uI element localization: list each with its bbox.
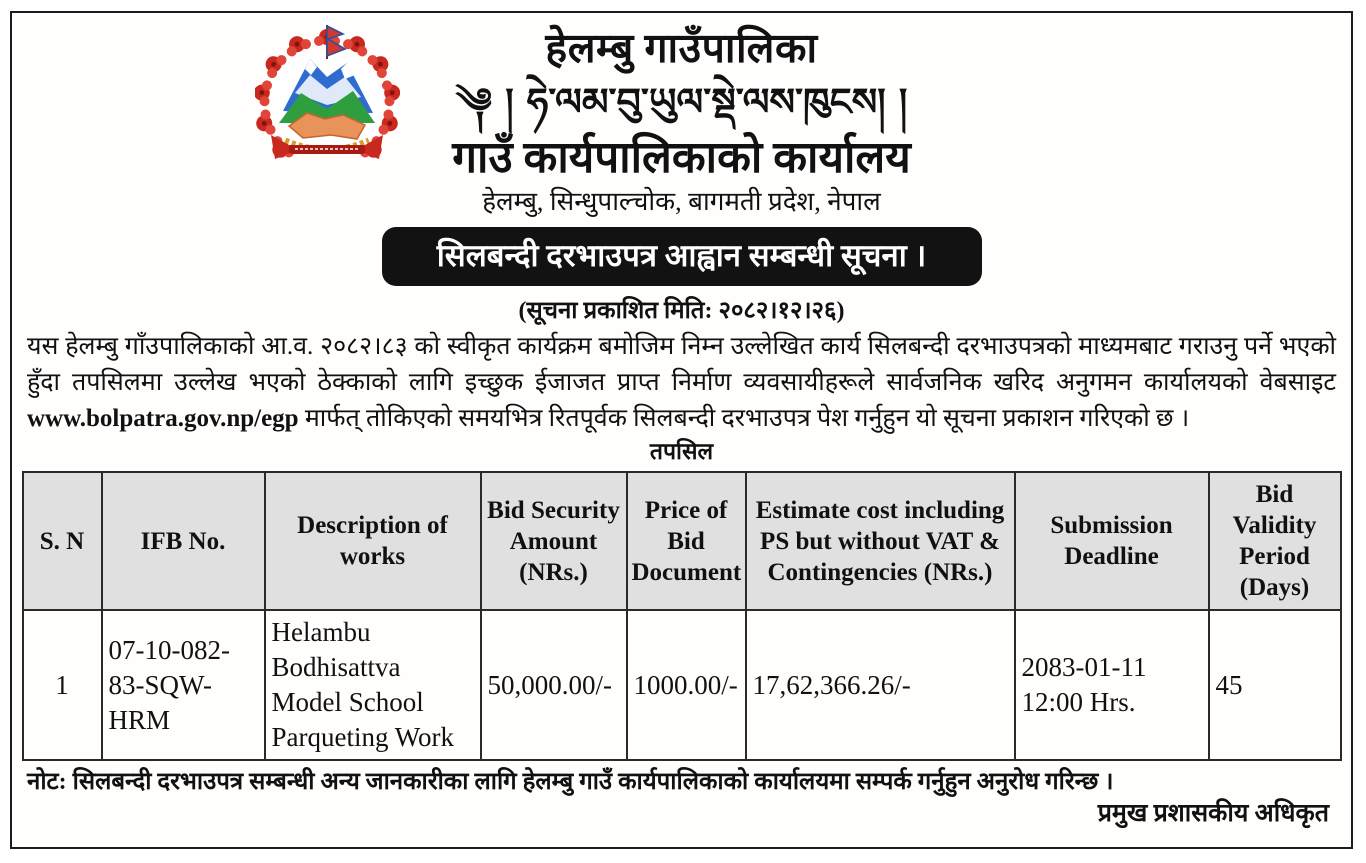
letterhead [12,13,1351,327]
col-header-submission-deadline: Submission Deadline [1015,472,1209,610]
office-address: हेलम्बु, सिन्धुपाल्चोक, बागमती प्रदेश, नेपाल [482,187,881,216]
tapasil-label: तपसिल [649,439,714,464]
signatory-title: प्रमुख प्रशासकीय अधिकृत [1097,800,1329,827]
col-header-sn: S. N [23,472,102,610]
notice-body-paragraph [12,327,1351,437]
nepal-emblem-icon [255,23,400,178]
municipality-name: हेलम्बु गाउँपालिका [545,25,818,71]
cell-ifb-no: 07-10-082-83-SQW-HRM [102,610,265,760]
cell-sn: 1 [23,610,102,760]
municipality-emblem [255,23,400,178]
table-header-row [23,472,1341,610]
cell-description: Helambu Bodhisattva Model School Parqueting Work [265,610,481,760]
cell-bid-security: 50,000.00/- [481,610,627,760]
paragraph-text-after-url: मार्फत् तोकिएको समयभित्र रितपूर्वक सिलबन्दी दरभाउपत्र पेश गर्नुहुन यो सूचना प्रकाशन गरिएको छ । [298,405,1190,432]
notice-page [10,11,1353,849]
tender-table [22,471,1342,761]
col-header-description: Description of works [265,472,481,610]
tibetan-name: ༆ ། ཧེ་ལམ་བུ་ཡུལ་སྡེ་ལས་ཁུངས། ། [455,80,908,124]
table-row [23,610,1341,760]
col-header-bid-doc-price: Price of Bid Document [627,472,746,610]
col-header-estimate-cost: Estimate cost including PS but without VAT & Contingencies (NRs.) [746,472,1015,610]
notice-title-banner: सिलबन्दी दरभाउपत्र आह्वान सम्बन्धी सूचना । [382,227,982,286]
cell-estimate-cost: 17,62,366.26/- [746,610,1015,760]
office-name: गाउँ कार्यपालिकाको कार्यालय [452,133,911,182]
cell-submission-deadline: 2083-01-11 12:00 Hrs. [1015,610,1209,760]
cell-bid-validity: 45 [1209,610,1341,760]
bolpatra-website-url: www.bolpatra.gov.np/egp [27,405,299,432]
cell-bid-doc-price: 1000.00/- [627,610,746,760]
col-header-bid-validity: Bid Validity Period (Days) [1209,472,1341,610]
col-header-bid-security: Bid Security Amount (NRs.) [481,472,627,610]
published-date: (सूचना प्रकाशित मिति: २०८२।१२।२६) [518,298,845,324]
paragraph-text-before-url: यस हेलम्बु गाँउपालिकाको आ.व. २०८२।८३ को स्वीकृत कार्यक्रम बमोजिम निम्न उल्लेखित कार्य सिलबन्दी दरभाउपत्रको माध्यमबाट गराउनु पर्ने भएको हुँदा तपसिलमा उल्लेख भएको ठेक्काको लागि इच्छुक ईजाजत प्राप्त निर्माण व्यवसायीहरूले सार्वजनिक खरिद अनुगमन कार्यालयको वेबसाइट [27,333,1336,396]
col-header-ifb-no: IFB No. [102,472,265,610]
footer-note: नोट: सिलबन्दी दरभाउपत्र सम्बन्धी अन्य जानकारीका लागि हेलम्बु गाउँ कार्यपालिकाको कार्यालयमा सम्पर्क गर्नुहुन अनुरोध गरिन्छ । [27,769,1114,795]
